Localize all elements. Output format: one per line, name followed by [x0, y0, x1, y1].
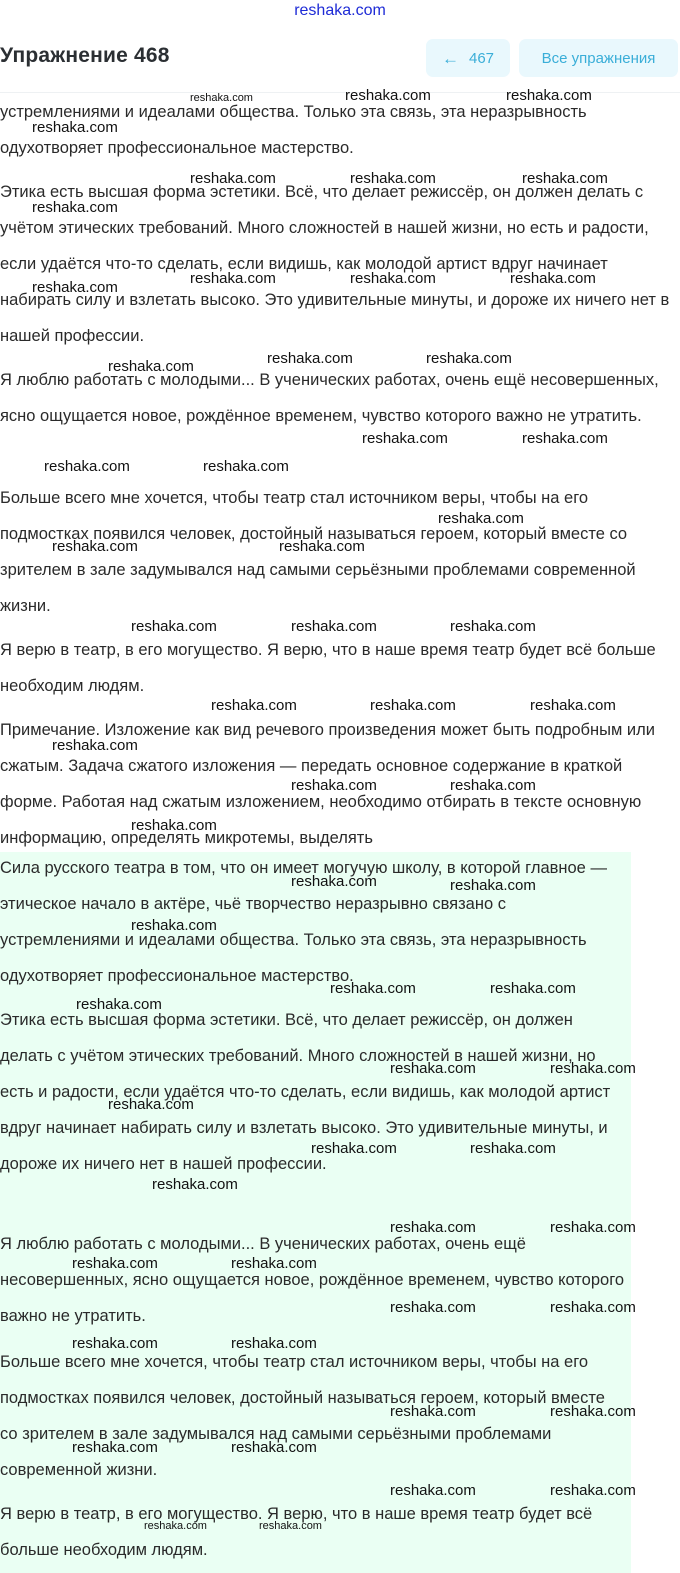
watermark: reshaka.com [291, 873, 377, 890]
watermark: reshaka.com [522, 170, 608, 187]
watermark: reshaka.com [72, 1335, 158, 1352]
watermark: reshaka.com [291, 777, 377, 794]
watermark: reshaka.com [550, 1219, 636, 1236]
watermark: reshaka.com [550, 1299, 636, 1316]
watermark: reshaka.com [490, 980, 576, 997]
page-title: Упражнение 468 [0, 44, 170, 67]
watermark: reshaka.com [44, 458, 130, 475]
watermark: reshaka.com [32, 199, 118, 216]
watermark: reshaka.com [211, 697, 297, 714]
text-paragraph: Больше всего мне хочется, чтобы театр стал источником веры, чтобы на его подмостках появился человек, достойный называться героем, который вместе со зрителем в зале задумывался над самыми серьёзными проблемами современной жизни. [0, 489, 636, 615]
answer-paragraph: Больше всего мне хочется, чтобы театр стал источником веры, чтобы на его подмостках появился человек, достойный называться героем, который вместе со зрителем в зале задумывался над самыми серьёзными проблемами современной жизни. [0, 1353, 605, 1479]
watermark: reshaka.com [32, 119, 118, 136]
watermark: reshaka.com [108, 358, 194, 375]
watermark: reshaka.com [32, 279, 118, 296]
text-paragraph: Я верю в театр, в его могущество. Я верю, что в наше время театр будет всё больше необходим людям. [0, 641, 656, 695]
header [0, 30, 680, 93]
watermark: reshaka.com [426, 350, 512, 367]
answer-paragraph: Этика есть высшая форма эстетики. Всё, что делает режиссёр, он должен делать с учётом этических требований. Много сложностей в нашей жизни, но есть и радости, если удаётся что-то сделать, если видишь, как молодой артист вдруг начинает набирать силу и взлетать высоко. Это удивительные минуты, и дороже их ничего нет в нашей профессии. [0, 1011, 611, 1173]
watermark: reshaka.com [450, 618, 536, 635]
watermark: reshaka.com [506, 87, 592, 104]
watermark: reshaka.com [390, 1219, 476, 1236]
answer-paragraph: Я верю в театр, в его могущество. Я верю, что в наше время театр будет всё больше необходим людям. [0, 1505, 593, 1559]
text-paragraph: Я люблю работать с молодыми... В ученических работах, очень ещё несовершенных, ясно ощущается новое, рождённое временем, чувство которого важно не утратить. [0, 371, 659, 425]
watermark: reshaka.com [152, 1176, 238, 1193]
watermark: reshaka.com [450, 777, 536, 794]
answer-paragraph: Я люблю работать с молодыми... В ученических работах, очень ещё несовершенных, ясно ощущается новое, рождённое временем, чувство которого важно не утратить. [0, 1235, 625, 1325]
watermark: reshaka.com [144, 1520, 207, 1532]
watermark: reshaka.com [131, 618, 217, 635]
watermark: reshaka.com [370, 697, 456, 714]
text-paragraph: Этика есть высшая форма эстетики. Всё, что делает режиссёр, он должен делать с учётом этических требований. Много сложностей в нашей жизни, но есть и радости, если удаётся что-то сделать, если видишь, как молодой артист вдруг начинает набирать силу и взлетать высоко. Это удивительные минуты, и дороже их ничего нет в нашей профессии. [0, 183, 670, 345]
watermark: reshaka.com [345, 87, 431, 104]
watermark: reshaka.com [510, 270, 596, 287]
watermark: reshaka.com [76, 996, 162, 1013]
watermark: reshaka.com [390, 1299, 476, 1316]
prev-exercise-button[interactable] [426, 39, 510, 77]
watermark: reshaka.com [350, 270, 436, 287]
watermark: reshaka.com [522, 430, 608, 447]
watermark: reshaka.com [550, 1482, 636, 1499]
watermark: reshaka.com [390, 1060, 476, 1077]
watermark: reshaka.com [438, 510, 524, 527]
watermark: reshaka.com [52, 538, 138, 555]
prev-exercise-label: 467 [468, 49, 495, 67]
watermark: reshaka.com [350, 170, 436, 187]
watermark: reshaka.com [311, 1140, 397, 1157]
watermark: reshaka.com [231, 1255, 317, 1272]
watermark: reshaka.com [108, 1096, 194, 1113]
watermark: reshaka.com [131, 817, 217, 834]
watermark: reshaka.com [550, 1060, 636, 1077]
watermark: reshaka.com [72, 1439, 158, 1456]
watermark: reshaka.com [450, 877, 536, 894]
watermark: reshaka.com [52, 737, 138, 754]
all-exercises-button[interactable]: Все упражнения [519, 39, 678, 77]
watermark: reshaka.com [190, 270, 276, 287]
watermark: reshaka.com [72, 1255, 158, 1272]
watermark: reshaka.com [470, 1140, 556, 1157]
watermark: reshaka.com [190, 92, 253, 104]
watermark: reshaka.com [390, 1403, 476, 1420]
watermark: reshaka.com [330, 980, 416, 997]
watermark: reshaka.com [279, 538, 365, 555]
watermark: reshaka.com [550, 1403, 636, 1420]
watermark: reshaka.com [203, 458, 289, 475]
watermark: reshaka.com [259, 1520, 322, 1532]
watermark: reshaka.com [362, 430, 448, 447]
site-link[interactable]: reshaka.com [294, 2, 386, 19]
text-paragraph: Примечание. Изложение как вид речевого произведения может быть подробным или сжатым. Задача сжатого изложения — передать основное содержание в краткой форме. Работая над сжатым изложением, необходимо отбирать в тексте основную информацию, определять микротемы, выделять [0, 721, 655, 847]
answer-paragraph: Сила русского театра в том, что он имеет могучую школу, в которой главное — этическое начало в актёре, чьё творчество неразрывно связано с устремлениями и идеалами общества. Только эта связь, эта неразрывность одухотворяет профессиональное мастерство. [0, 859, 607, 985]
text-paragraph: устремлениями и идеалами общества. Только эта связь, эта неразрывность одухотворяет профессиональное мастерство. [0, 103, 587, 157]
watermark: reshaka.com [231, 1335, 317, 1352]
watermark: reshaka.com [231, 1439, 317, 1456]
watermark: reshaka.com [530, 697, 616, 714]
watermark: reshaka.com [291, 618, 377, 635]
watermark: reshaka.com [267, 350, 353, 367]
watermark: reshaka.com [131, 917, 217, 934]
arrow-left-icon: ← [441, 48, 459, 68]
watermark: reshaka.com [190, 170, 276, 187]
watermark: reshaka.com [390, 1482, 476, 1499]
